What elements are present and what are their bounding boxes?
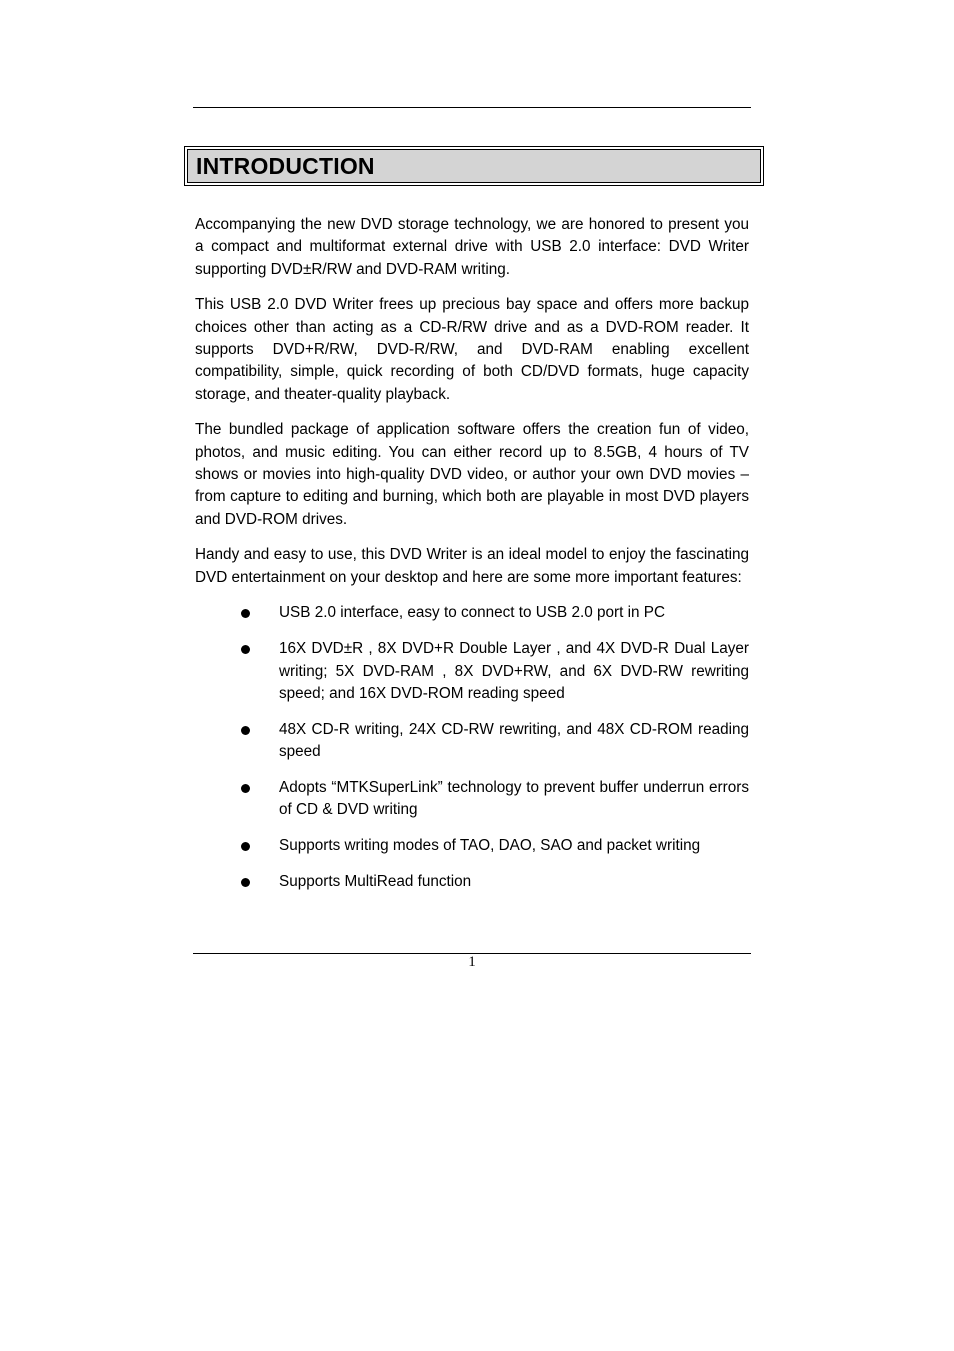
feature-text: Supports MultiRead function <box>279 872 472 890</box>
document-body <box>195 214 749 906</box>
bullet-icon <box>241 645 250 654</box>
bullet-icon <box>241 842 250 851</box>
feature-item <box>195 602 749 624</box>
bullet-icon <box>241 726 250 735</box>
bullet-icon <box>241 878 250 887</box>
feature-list <box>195 602 749 892</box>
feature-text: 48X CD-R writing, 24X CD-RW rewriting, and 48X CD-ROM reading speed <box>279 720 749 760</box>
bullet-icon <box>241 609 250 618</box>
feature-text: Supports writing modes of TAO, DAO, SAO and packet writing <box>279 836 701 854</box>
feature-text: USB 2.0 interface, easy to connect to USB 2.0 port in PC <box>279 604 666 622</box>
section-heading: INTRODUCTION <box>196 152 375 179</box>
feature-item <box>195 638 749 705</box>
section-heading-panel <box>187 149 761 183</box>
bullet-icon <box>241 784 250 793</box>
software-paragraph: The bundled package of application software offers the creation fun of video, photos, and music editing. You can either record up to 8.5GB, 4 hours of TV shows or movies into high-quality DVD video, or author your own DVD movies – from capture to editing and burning, which both are playable in most DVD players and DVD-ROM drives. <box>195 421 749 528</box>
feature-text: Adopts “MTKSuperLink” technology to prevent buffer underrun errors of CD & DVD writing <box>279 778 749 819</box>
feature-item <box>195 835 749 857</box>
section-heading-box <box>184 146 764 186</box>
overview-paragraph: This USB 2.0 DVD Writer frees up precious bay space and offers more backup choices other than acting as a CD-R/RW drive and as a DVD-ROM reader. It supports DVD+R/RW, DVD-R/RW, and DVD-RAM enabling excellent compatibility, simple, quick recording of both CD/DVD formats, huge capacity storage, and theater-quality playback. <box>195 296 749 403</box>
feature-item <box>195 719 749 764</box>
feature-item <box>195 871 749 893</box>
page-number: 1 <box>468 954 476 970</box>
feature-text: 16X DVD±R , 8X DVD+R Double Layer , and 4X DVD-R Dual Layer writing; 5X DVD-RAM , 8X DVD+RW, and 6X DVD-RW rewriting speed; and 16X DVD-ROM reading speed <box>279 640 749 702</box>
header-rule <box>193 107 751 108</box>
features-intro-paragraph: Handy and easy to use, this DVD Writer is an ideal model to enjoy the fascinating DVD entertainment on your desktop and here are some more important features: <box>195 546 749 586</box>
feature-item <box>195 777 749 822</box>
intro-paragraph: Accompanying the new DVD storage technology, we are honored to present you a compact and multiformat external drive with USB 2.0 interface: DVD Writer supporting DVD±R/RW and DVD-RAM writing. <box>195 216 749 278</box>
